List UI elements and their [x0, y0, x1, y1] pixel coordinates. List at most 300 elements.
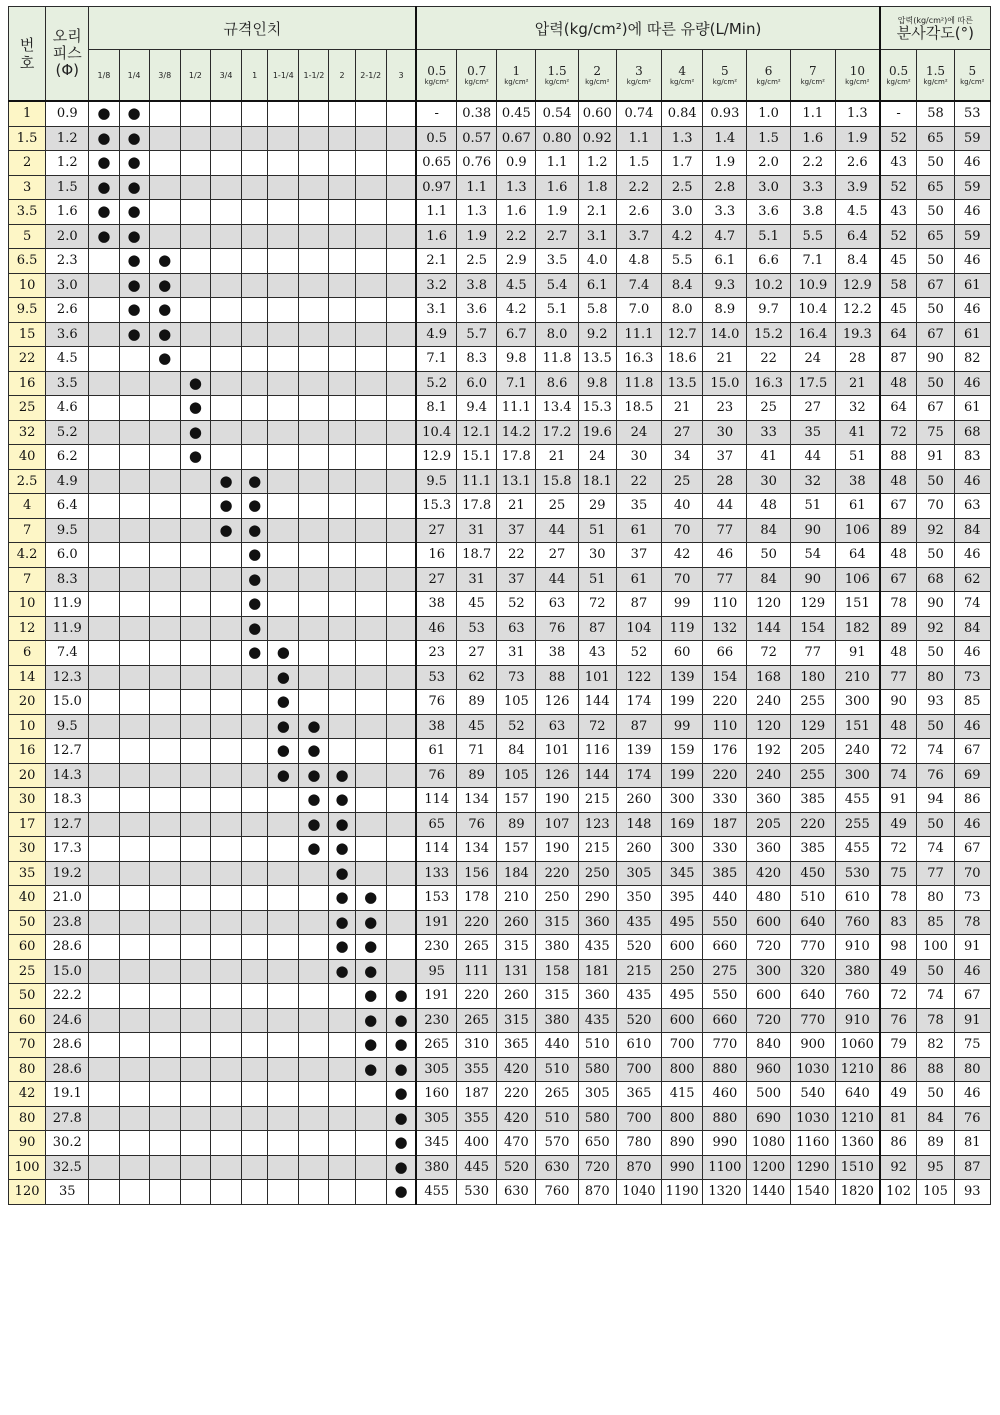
flow-cell: 44 [790, 445, 835, 470]
flow-cell: 4.2 [662, 224, 703, 249]
flow-cell: 3.1 [416, 298, 456, 323]
size-cell [149, 641, 180, 666]
flow-cell: 380 [536, 1008, 578, 1033]
flow-cell: 89 [457, 763, 497, 788]
size-cell [355, 788, 386, 813]
size-dot: ● [219, 471, 233, 490]
angle-cell: 86 [880, 1131, 917, 1156]
flow-cell: 220 [536, 861, 578, 886]
pressure-unit: kg/cm² [712, 77, 738, 86]
size-cell [386, 126, 416, 151]
flow-cell: 800 [662, 1057, 703, 1082]
size-cell [386, 567, 416, 592]
size-dot: ● [248, 643, 262, 662]
flow-cell: 134 [457, 788, 497, 813]
flow-cell: 14.2 [497, 420, 536, 445]
table-row [9, 224, 991, 249]
size-cell [119, 518, 149, 543]
size-cell [386, 101, 416, 126]
size-cell [119, 273, 149, 298]
size-cell [386, 1131, 416, 1156]
flow-cell: 15.2 [747, 322, 790, 347]
row-number: 50 [9, 984, 46, 1009]
size-cell [210, 298, 241, 323]
flow-cell: 28 [835, 347, 879, 372]
orifice-cell: 1.5 [46, 175, 89, 200]
flow-cell: 37 [616, 543, 661, 568]
pressure-value: 0.5 [427, 63, 447, 78]
size-dot: ● [127, 324, 141, 343]
orifice-cell: 4.6 [46, 396, 89, 421]
flow-cell: 76 [416, 763, 456, 788]
angle-cell: 46 [954, 200, 990, 225]
flow-cell: 8.4 [662, 273, 703, 298]
flow-cell: 9.8 [497, 347, 536, 372]
size-dot: ● [364, 1010, 378, 1029]
size-cell [329, 812, 355, 837]
flow-cell: 52 [497, 592, 536, 617]
size-cell [386, 1033, 416, 1058]
flow-cell: 600 [662, 1008, 703, 1033]
flow-cell: 510 [536, 1106, 578, 1131]
flow-cell: 7.1 [497, 371, 536, 396]
size-cell [210, 739, 241, 764]
size-cell [355, 273, 386, 298]
size-cell [329, 200, 355, 225]
size-cell [355, 1057, 386, 1082]
size-cell [180, 151, 210, 176]
table-row [9, 1008, 991, 1033]
size-cell [329, 1180, 355, 1205]
pressure-unit: kg/cm² [544, 77, 570, 86]
size-cell [180, 518, 210, 543]
orifice-cell: 28.6 [46, 935, 89, 960]
size-dot: ● [364, 912, 378, 931]
angle-cell: 65 [917, 126, 954, 151]
table-row [9, 1155, 991, 1180]
size-cell [299, 371, 329, 396]
flow-cell: 17.5 [790, 371, 835, 396]
size-dot: ● [307, 839, 321, 858]
flow-cell: 199 [662, 690, 703, 715]
size-cell [180, 714, 210, 739]
flow-cell: 5.8 [578, 298, 616, 323]
size-cell [355, 959, 386, 984]
size-cell [149, 886, 180, 911]
size-cell [329, 837, 355, 862]
flow-cell: 900 [790, 1033, 835, 1058]
flow-cell: 1200 [747, 1155, 790, 1180]
pressure-value: 7 [808, 63, 817, 78]
size-dot: ● [335, 790, 349, 809]
row-number: 10 [9, 714, 46, 739]
table-row [9, 518, 991, 543]
size-cell [355, 101, 386, 126]
angle-cell: 50 [917, 543, 954, 568]
size-cell [355, 665, 386, 690]
flow-cell: 77 [790, 641, 835, 666]
flow-cell: 70 [662, 567, 703, 592]
flow-cell: 41 [835, 420, 879, 445]
size-cell [268, 641, 299, 666]
size-cell [355, 910, 386, 935]
size-dot: ● [335, 863, 349, 882]
row-number: 10 [9, 273, 46, 298]
size-cell [89, 567, 119, 592]
angle-cell: 81 [880, 1106, 917, 1131]
flow-cell: 255 [790, 763, 835, 788]
size-cell [180, 494, 210, 519]
flow-cell: 1.8 [578, 175, 616, 200]
flow-cell: 2.2 [497, 224, 536, 249]
row-number: 17 [9, 812, 46, 837]
flow-cell: 176 [703, 739, 747, 764]
size-cell [299, 788, 329, 813]
flow-cell: 720 [578, 1155, 616, 1180]
size-cell [355, 1008, 386, 1033]
flow-cell: 151 [835, 714, 879, 739]
size-cell [299, 1033, 329, 1058]
size-cell [268, 445, 299, 470]
size-cell [329, 298, 355, 323]
size-cell [242, 690, 268, 715]
size-cell [268, 837, 299, 862]
flow-cell: 330 [703, 837, 747, 862]
size-cell [299, 935, 329, 960]
size-cell [299, 396, 329, 421]
angle-cell: 50 [917, 298, 954, 323]
size-cell [89, 151, 119, 176]
size-cell [242, 788, 268, 813]
size-cell [89, 445, 119, 470]
flow-cell: 24 [790, 347, 835, 372]
size-cell [355, 151, 386, 176]
size-cell [299, 616, 329, 641]
size-header: 2 [329, 50, 355, 102]
flow-cell: 1440 [747, 1180, 790, 1205]
size-cell [210, 714, 241, 739]
flow-cell: 3.6 [457, 298, 497, 323]
pressure-value: 6 [764, 63, 773, 78]
flow-cell: 7.1 [790, 249, 835, 274]
size-dot: ● [335, 888, 349, 907]
flow-cell: 87 [616, 592, 661, 617]
table-row [9, 788, 991, 813]
size-cell [386, 396, 416, 421]
flow-cell: 8.9 [703, 298, 747, 323]
size-cell [299, 837, 329, 862]
size-cell [329, 714, 355, 739]
size-cell [386, 1180, 416, 1205]
size-cell [242, 249, 268, 274]
flow-cell: 300 [747, 959, 790, 984]
size-cell [89, 1106, 119, 1131]
flow-cell: 250 [662, 959, 703, 984]
angle-cell: 48 [880, 543, 917, 568]
size-dot: ● [276, 765, 290, 784]
size-dot: ● [158, 300, 172, 319]
angle-cell: 59 [954, 175, 990, 200]
size-cell [89, 322, 119, 347]
size-dot: ● [97, 226, 111, 245]
size-cell [180, 396, 210, 421]
flow-cell: 420 [497, 1057, 536, 1082]
flow-cell: 470 [497, 1131, 536, 1156]
flow-cell: 580 [578, 1106, 616, 1131]
flow-cell: 510 [578, 1033, 616, 1058]
flow-cell: 15.1 [457, 445, 497, 470]
pressure-value: 5 [721, 63, 729, 78]
size-cell [242, 273, 268, 298]
size-cell [355, 469, 386, 494]
flow-cell: 156 [457, 861, 497, 886]
flow-cell: 1.1 [790, 101, 835, 126]
flow-cell: 395 [662, 886, 703, 911]
flow-cell: 220 [790, 812, 835, 837]
flow-cell: 305 [616, 861, 661, 886]
table-row [9, 739, 991, 764]
flow-cell: 305 [416, 1106, 456, 1131]
angle-cell: 68 [917, 567, 954, 592]
spray-pressure-header [954, 50, 990, 102]
size-cell [242, 1131, 268, 1156]
orifice-cell: 35 [46, 1180, 89, 1205]
flow-cell: 770 [790, 1008, 835, 1033]
size-cell [180, 788, 210, 813]
row-number: 30 [9, 837, 46, 862]
size-cell [149, 1082, 180, 1107]
flow-cell: 99 [662, 592, 703, 617]
flow-cell: 13.4 [536, 396, 578, 421]
flow-cell: 174 [616, 763, 661, 788]
flow-cell: 184 [497, 861, 536, 886]
flow-cell: 610 [616, 1033, 661, 1058]
flow-cell: 660 [703, 1008, 747, 1033]
flow-cell: 61 [835, 494, 879, 519]
size-cell [149, 812, 180, 837]
size-cell [180, 567, 210, 592]
size-dot: ● [248, 545, 262, 564]
flow-cell: 76 [536, 616, 578, 641]
flow-cell: 1.1 [536, 151, 578, 176]
flow-cell: 30 [747, 469, 790, 494]
size-cell [210, 273, 241, 298]
flow-cell: 120 [747, 592, 790, 617]
angle-cell: 92 [917, 616, 954, 641]
table-row [9, 347, 991, 372]
size-cell [355, 861, 386, 886]
row-number: 14 [9, 665, 46, 690]
flow-cell: 12.7 [662, 322, 703, 347]
flow-cell: 168 [747, 665, 790, 690]
flow-cell: 520 [616, 935, 661, 960]
angle-cell: 67 [954, 984, 990, 1009]
row-number: 12 [9, 616, 46, 641]
flow-cell: 25 [662, 469, 703, 494]
angle-cell: 61 [954, 396, 990, 421]
size-cell [268, 812, 299, 837]
flow-cell: 380 [835, 959, 879, 984]
size-cell [89, 371, 119, 396]
flow-cell: 33 [747, 420, 790, 445]
size-dot: ● [307, 765, 321, 784]
size-cell [386, 837, 416, 862]
flow-cell: 1.7 [662, 151, 703, 176]
angle-cell: 86 [954, 788, 990, 813]
orifice-cell: 2.6 [46, 298, 89, 323]
size-cell [386, 175, 416, 200]
size-cell [268, 224, 299, 249]
size-cell [119, 690, 149, 715]
size-dot: ● [158, 324, 172, 343]
flow-cell: 700 [662, 1033, 703, 1058]
flow-cell: 880 [703, 1106, 747, 1131]
pressure-value: 2 [593, 63, 602, 78]
size-cell [210, 665, 241, 690]
row-number: 16 [9, 739, 46, 764]
size-cell [210, 690, 241, 715]
flow-cell: 192 [747, 739, 790, 764]
size-cell [149, 763, 180, 788]
angle-cell: 91 [880, 788, 917, 813]
flow-cell: 240 [747, 763, 790, 788]
flow-cell: 35 [616, 494, 661, 519]
angle-cell: 70 [954, 861, 990, 886]
size-cell [329, 1082, 355, 1107]
size-cell [210, 101, 241, 126]
angle-cell: 49 [880, 959, 917, 984]
size-cell [210, 1131, 241, 1156]
size-cell [329, 273, 355, 298]
size-dot: ● [364, 986, 378, 1005]
size-cell [386, 665, 416, 690]
flow-cell: 101 [578, 665, 616, 690]
size-dot: ● [248, 471, 262, 490]
size-dot: ● [276, 692, 290, 711]
angle-cell: 64 [880, 322, 917, 347]
size-cell [119, 812, 149, 837]
orifice-cell: 4.9 [46, 469, 89, 494]
orifice-cell: 1.6 [46, 200, 89, 225]
size-cell [242, 175, 268, 200]
angle-cell: 65 [917, 224, 954, 249]
flow-cell: 360 [578, 910, 616, 935]
flow-cell: 29 [578, 494, 616, 519]
flow-cell: 385 [790, 837, 835, 862]
size-cell [210, 445, 241, 470]
size-cell [119, 298, 149, 323]
angle-cell: 85 [917, 910, 954, 935]
size-cell [242, 886, 268, 911]
size-dot: ● [127, 300, 141, 319]
flow-cell: 305 [416, 1057, 456, 1082]
size-cell [180, 200, 210, 225]
flow-cell: 1210 [835, 1057, 879, 1082]
size-cell [242, 861, 268, 886]
flow-pressure-header [703, 50, 747, 102]
angle-cell: 46 [954, 714, 990, 739]
size-cell [242, 567, 268, 592]
size-cell [299, 592, 329, 617]
flow-cell: 0.76 [457, 151, 497, 176]
size-cell [149, 543, 180, 568]
flow-cell: 27 [662, 420, 703, 445]
size-dot: ● [394, 1035, 408, 1054]
flow-pressure-header [578, 50, 616, 102]
pressure-unit: kg/cm² [886, 77, 911, 86]
orifice-cell: 28.6 [46, 1033, 89, 1058]
size-cell [355, 935, 386, 960]
row-number: 3.5 [9, 200, 46, 225]
size-cell [89, 273, 119, 298]
size-cell [119, 101, 149, 126]
orifice-cell: 4.5 [46, 347, 89, 372]
size-cell [386, 935, 416, 960]
size-cell [355, 249, 386, 274]
flow-cell: 46 [416, 616, 456, 641]
flow-cell: 43 [578, 641, 616, 666]
size-cell [89, 1033, 119, 1058]
flow-cell: 190 [536, 788, 578, 813]
flow-cell: 129 [790, 592, 835, 617]
size-cell [210, 1155, 241, 1180]
flow-cell: 8.3 [457, 347, 497, 372]
flow-cell: 120 [747, 714, 790, 739]
flow-cell: 6.4 [835, 224, 879, 249]
size-cell [242, 592, 268, 617]
flow-cell: 3.0 [747, 175, 790, 200]
flow-cell: 220 [457, 910, 497, 935]
orifice-cell: 0.9 [46, 101, 89, 126]
size-cell [149, 249, 180, 274]
orifice-cell: 12.7 [46, 812, 89, 837]
angle-cell: 80 [917, 665, 954, 690]
flow-pressure-header [747, 50, 790, 102]
pressure-value: 4 [678, 63, 686, 78]
size-cell [355, 984, 386, 1009]
flow-cell: 870 [616, 1155, 661, 1180]
size-cell [180, 1008, 210, 1033]
flow-cell: 154 [703, 665, 747, 690]
flow-cell: 650 [578, 1131, 616, 1156]
orifice-cell: 1.2 [46, 151, 89, 176]
row-number: 20 [9, 690, 46, 715]
flow-cell: 87 [578, 616, 616, 641]
flow-cell: 1190 [662, 1180, 703, 1205]
flow-cell: 345 [662, 861, 703, 886]
size-cell [210, 420, 241, 445]
size-cell [299, 739, 329, 764]
flow-cell: 210 [835, 665, 879, 690]
flow-cell: 1.0 [747, 101, 790, 126]
table-body [9, 101, 991, 1204]
size-cell [149, 616, 180, 641]
flow-cell: 435 [616, 984, 661, 1009]
flow-cell: 1.6 [416, 224, 456, 249]
size-cell [180, 616, 210, 641]
flow-cell: 51 [835, 445, 879, 470]
size-cell [268, 763, 299, 788]
flow-cell: 1.9 [703, 151, 747, 176]
angle-cell: 98 [880, 935, 917, 960]
angle-cell: 50 [917, 151, 954, 176]
flow-cell: 2.7 [536, 224, 578, 249]
angle-cell: 67 [917, 396, 954, 421]
flow-cell: 310 [457, 1033, 497, 1058]
angle-cell: 50 [917, 371, 954, 396]
row-number: 60 [9, 1008, 46, 1033]
size-cell [89, 175, 119, 200]
